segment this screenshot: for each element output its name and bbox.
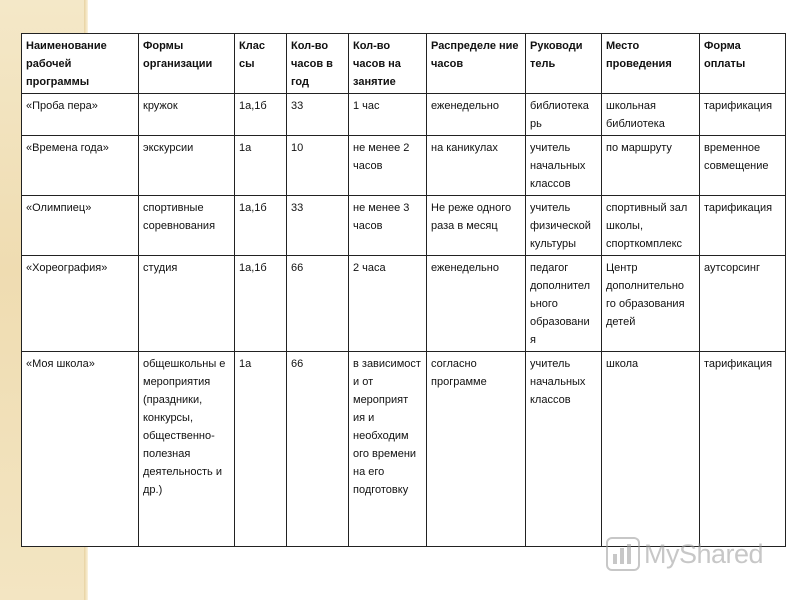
bar-chart-logo-icon (606, 537, 640, 571)
cell-hours-per-lesson: 1 час (349, 94, 427, 136)
cell-program-name: «Хореография» (22, 256, 139, 352)
cell-hours-per-lesson: в зависимост и от мероприят ия и необходим ого времени на его подготовку (349, 352, 427, 547)
cell-hours-distribution: согласно программе (427, 352, 526, 547)
cell-program-name: «Олимпиец» (22, 196, 139, 256)
cell-supervisor: учитель начальных классов (526, 352, 602, 547)
cell-organization-form: студия (139, 256, 235, 352)
cell-payment-form: тарификация (700, 196, 786, 256)
table-row (22, 136, 786, 196)
header-hours-per-year: Кол-во часов в год (287, 34, 349, 94)
programs-table (21, 33, 786, 547)
cell-hours-per-year: 33 (287, 94, 349, 136)
cell-classes: 1а (235, 352, 287, 547)
cell-hours-distribution: на каникулах (427, 136, 526, 196)
watermark-text: MyShared (644, 538, 764, 569)
cell-classes: 1а,1б (235, 256, 287, 352)
cell-hours-distribution: еженедельно (427, 256, 526, 352)
table-row (22, 352, 786, 547)
cell-organization-form: кружок (139, 94, 235, 136)
header-supervisor: Руководи тель (526, 34, 602, 94)
cell-hours-distribution: еженедельно (427, 94, 526, 136)
cell-payment-form: аутсорсинг (700, 256, 786, 352)
cell-hours-per-year: 10 (287, 136, 349, 196)
cell-supervisor: учитель начальных классов (526, 136, 602, 196)
cell-classes: 1а,1б (235, 196, 287, 256)
cell-supervisor: учитель физической культуры (526, 196, 602, 256)
cell-program-name: «Моя школа» (22, 352, 139, 547)
cell-payment-form: тарификация (700, 352, 786, 547)
header-program-name: Наименование рабочей программы (22, 34, 139, 94)
table-row (22, 256, 786, 352)
cell-payment-form: тарификация (700, 94, 786, 136)
cell-venue: школьная библиотека (602, 94, 700, 136)
cell-hours-distribution: Не реже одного раза в месяц (427, 196, 526, 256)
header-hours-per-lesson: Кол-во часов на занятие (349, 34, 427, 94)
cell-hours-per-lesson: 2 часа (349, 256, 427, 352)
myshared-watermark (606, 534, 763, 574)
cell-classes: 1а,1б (235, 94, 287, 136)
cell-organization-form: экскурсии (139, 136, 235, 196)
cell-classes: 1а (235, 136, 287, 196)
cell-hours-per-lesson: не менее 3 часов (349, 196, 427, 256)
table-row (22, 196, 786, 256)
header-hours-distribution: Распределе ние часов (427, 34, 526, 94)
header-payment-form: Форма оплаты (700, 34, 786, 94)
cell-organization-form: спортивные соревнования (139, 196, 235, 256)
cell-hours-per-year: 66 (287, 256, 349, 352)
cell-venue: спортивный зал школы, спорткомплекс (602, 196, 700, 256)
cell-supervisor: педагог дополнител ьного образовани я (526, 256, 602, 352)
cell-venue: Центр дополнительно го образования детей (602, 256, 700, 352)
cell-hours-per-lesson: не менее 2 часов (349, 136, 427, 196)
cell-organization-form: общешкольны е мероприятия (праздники, конкурсы, общественно-полезная деятельность и др.) (139, 352, 235, 547)
table-row (22, 94, 786, 136)
cell-payment-form: временное совмещение (700, 136, 786, 196)
cell-program-name: «Времена года» (22, 136, 139, 196)
cell-hours-per-year: 66 (287, 352, 349, 547)
table-header-row (22, 34, 786, 94)
cell-venue: по маршруту (602, 136, 700, 196)
cell-program-name: «Проба пера» (22, 94, 139, 136)
header-venue: Место проведения (602, 34, 700, 94)
header-classes: Клас сы (235, 34, 287, 94)
header-organization-form: Формы организации (139, 34, 235, 94)
cell-hours-per-year: 33 (287, 196, 349, 256)
cell-venue: школа (602, 352, 700, 547)
cell-supervisor: библиотека рь (526, 94, 602, 136)
